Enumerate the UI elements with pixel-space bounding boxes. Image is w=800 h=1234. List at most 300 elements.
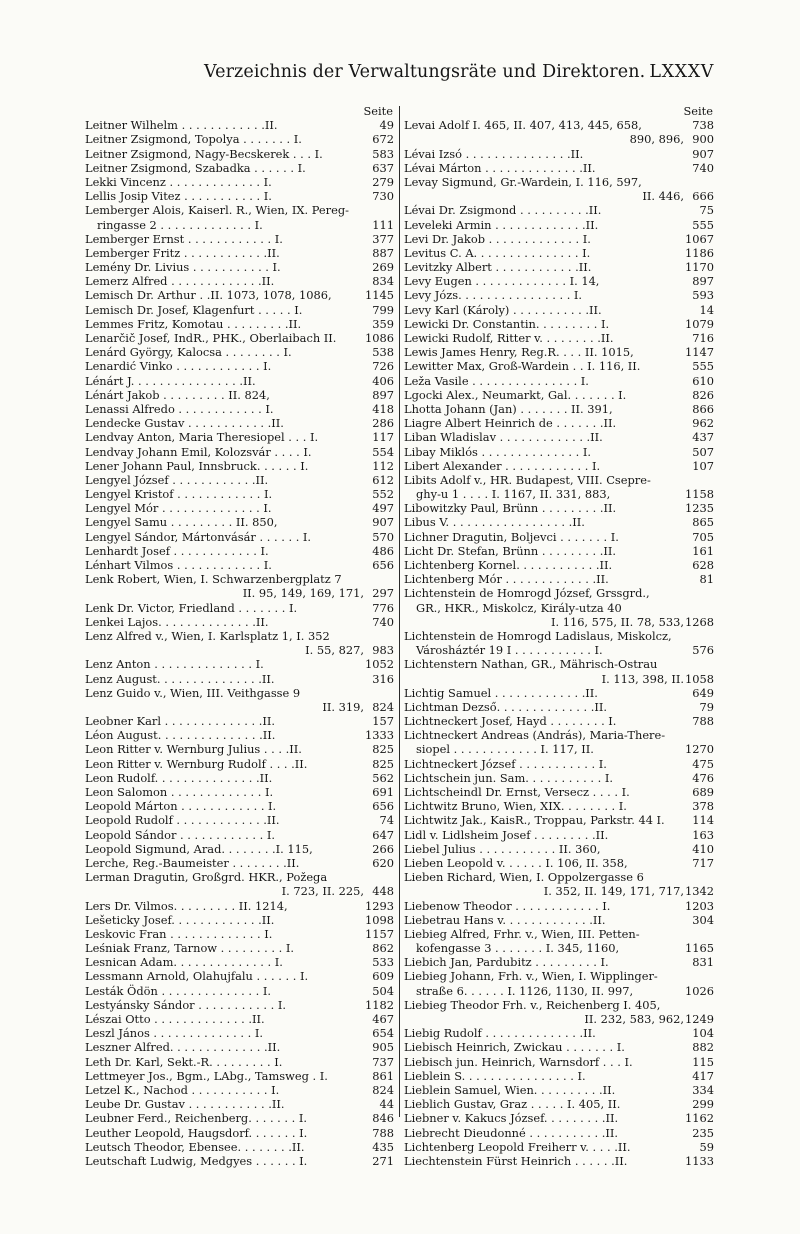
entry-text: Lenz August. . . . . . . . . . . . . . .II.	[85, 671, 275, 686]
index-entry	[404, 161, 715, 175]
index-entry	[404, 203, 715, 217]
entry-page-ref: 609	[372, 969, 394, 984]
entry-page-ref: 279	[372, 174, 394, 189]
entry-text: Lichtenberg Mór . . . . . . . . . . . . .II.	[404, 572, 609, 587]
index-entry	[404, 1140, 715, 1154]
entry-text: Leopold Rudolf . . . . . . . . . . . . .II.	[85, 813, 280, 828]
index-entry	[404, 1040, 715, 1054]
entry-text: siopel . . . . . . . . . . . . I. 117, II.	[416, 742, 594, 757]
entry-page-ref: 834	[372, 274, 394, 289]
entry-page-ref: 359	[372, 316, 394, 331]
index-entry	[85, 175, 395, 189]
index-entry	[85, 1040, 395, 1054]
entry-page-ref: 1268	[685, 614, 714, 629]
entry-text: Lieblein S. . . . . . . . . . . . . . . . I.	[404, 1068, 586, 1083]
index-entry	[85, 899, 395, 913]
entry-text: Lidl v. Lidlsheim Josef . . . . . . . . .II.	[404, 827, 609, 842]
index-entry-continuation	[404, 132, 715, 146]
index-entry	[85, 686, 395, 700]
entry-text: Leon Ritter v. Wernburg Julius . . . .II.	[85, 742, 302, 757]
index-entry	[404, 388, 715, 402]
entry-page-ref: 610	[692, 373, 714, 388]
index-entry	[85, 1154, 395, 1168]
entry-text: Levai Adolf I. 465, II. 407, 413, 445, 658,	[404, 118, 642, 133]
entry-text: Lemerz Alfred . . . . . . . . . . . . .II.	[85, 274, 275, 289]
index-entry	[404, 1126, 715, 1140]
entry-text: Lieblein Samuel, Wien. . . . . . . . . .II.	[404, 1082, 616, 1097]
index-entry	[404, 1055, 715, 1069]
entry-page-ref: 740	[372, 614, 394, 629]
entry-page-ref: 14	[699, 302, 714, 317]
entry-page-ref: 1165	[685, 941, 714, 956]
entry-page-ref: 1147	[685, 345, 714, 360]
index-entry	[404, 572, 715, 586]
index-entry	[85, 728, 395, 742]
index-entry	[85, 757, 395, 771]
entry-text: 890, 896,	[629, 132, 684, 147]
entry-text: Lieblich Gustav, Graz . . . . . I. 405, II.	[404, 1097, 621, 1112]
index-entry	[85, 1126, 395, 1140]
entry-text: II. 319,	[322, 699, 364, 714]
index-entry	[404, 246, 715, 260]
entry-text: Léon August. . . . . . . . . . . . . . .II.	[85, 728, 276, 743]
index-column-right	[404, 104, 715, 1168]
index-entry	[85, 501, 395, 515]
entry-text: Libay Miklós . . . . . . . . . . . . . . I.	[404, 444, 592, 459]
entry-text: Lener Johann Paul, Innsbruck. . . . . . I.	[85, 458, 309, 473]
index-entry	[404, 899, 715, 913]
entry-page-ref: 897	[692, 274, 714, 289]
entry-page-ref: 49	[379, 118, 394, 133]
entry-text: Lichtneckert Andreas (András), Maria-There-	[404, 728, 666, 743]
entry-page-ref: 826	[692, 387, 714, 402]
entry-text: Liebieg Theodor Frh. v., Reichenberg I. 405,	[404, 997, 661, 1012]
entry-page-ref: 737	[372, 1054, 394, 1069]
index-entry	[85, 303, 395, 317]
index-entry	[404, 799, 715, 813]
index-entry	[85, 771, 395, 785]
entry-text: Libowitzky Paul, Brünn . . . . . . . . .II.	[404, 501, 617, 516]
entry-text: Leutsch Theodor, Ebensee. . . . . . . .II.	[85, 1139, 305, 1154]
entry-text: Libus V. . . . . . . . . . . . . . . . . .II.	[404, 515, 585, 530]
index-entry	[404, 530, 715, 544]
entry-text: Lieben Leopold v. . . . . . I. 106, II. 358,	[404, 855, 628, 870]
entry-page-ref: 861	[372, 1068, 394, 1083]
entry-page-ref: 59	[699, 1139, 714, 1154]
index-entry	[85, 260, 395, 274]
index-entry	[404, 374, 715, 388]
entry-page-ref: 74	[379, 813, 394, 828]
entry-text: I. 352, II. 149, 171, 717,	[543, 884, 684, 899]
entry-text: Leuther Leopold, Haugsdorf. . . . . . . I.	[85, 1125, 308, 1140]
entry-page-ref: 1026	[685, 983, 714, 998]
entry-text: Lemberger Fritz . . . . . . . . . . . .II.	[85, 245, 280, 260]
entry-text: Városháztér 19 I . . . . . . . . . . . I.	[416, 643, 603, 658]
entry-text: Lewitter Max, Groß-Wardein . . I. 116, II.	[404, 359, 641, 374]
entry-text: Lengyel Mór . . . . . . . . . . . . . . I.	[85, 501, 272, 516]
entry-text: Lekki Vincenz . . . . . . . . . . . . . I.	[85, 174, 272, 189]
entry-text: II. 232, 583, 962,	[584, 1012, 684, 1026]
entry-page-ref: 637	[372, 160, 394, 175]
entry-text: Lészai Otto . . . . . . . . . . . . . .II.	[85, 1012, 265, 1026]
index-entry	[404, 842, 715, 856]
entry-page-ref: 689	[692, 785, 714, 799]
index-entry-continuation	[85, 586, 395, 600]
entry-text: Lesták Ödön . . . . . . . . . . . . . . I.	[85, 983, 271, 998]
entry-page-ref: 554	[372, 444, 394, 459]
entry-page-ref: 788	[692, 714, 714, 729]
index-entry	[85, 203, 395, 217]
entry-text: Lenardić Vinko . . . . . . . . . . . . I.	[85, 359, 272, 374]
index-entry	[404, 359, 715, 373]
index-entry	[85, 601, 395, 615]
entry-text: Lichtenstern Nathan, GR., Mährisch-Ostrau	[404, 657, 658, 672]
index-entry	[404, 714, 715, 728]
index-entry-continuation	[404, 742, 715, 756]
entry-text: Lenárd György, Kalocsa . . . . . . . . I.	[85, 345, 292, 360]
entry-page-ref: 570	[372, 529, 394, 544]
index-entry	[85, 487, 395, 501]
index-entry	[404, 586, 715, 600]
index-entry	[404, 913, 715, 927]
entry-text: Lemény Dr. Livius . . . . . . . . . . . I.	[85, 260, 281, 275]
entry-text: Leitner Zsigmond, Nagy-Becskerek . . . I.	[85, 146, 323, 161]
index-entry	[85, 1111, 395, 1125]
entry-page-ref: 1203	[685, 898, 714, 913]
entry-text: II. 446,	[642, 189, 684, 204]
entry-text: Letzel K., Nachod . . . . . . . . . . . I.	[85, 1082, 280, 1097]
entry-text: Lénhart Vilmos . . . . . . . . . . . . I.	[85, 558, 272, 572]
entry-page-ref: 552	[372, 487, 394, 502]
entry-page-ref: 504	[372, 983, 394, 998]
entry-page-ref: 378	[692, 799, 714, 814]
index-entry	[85, 544, 395, 558]
index-entry	[85, 984, 395, 998]
entry-text: Libits Adolf v., HR. Budapest, VIII. Csepre-	[404, 472, 651, 487]
entry-page-ref: 81	[699, 572, 714, 587]
entry-text: Lichtscheindl Dr. Ernst, Versecz . . . . I.	[404, 785, 630, 799]
entry-text: GR., HKR., Miskolcz, Király-utza 40	[416, 600, 622, 615]
entry-text: Leopold Sándor . . . . . . . . . . . . I.	[85, 827, 276, 842]
entry-page-ref: 161	[692, 543, 714, 558]
index-entry-continuation	[85, 218, 395, 232]
entry-text: ghy-u 1 . . . . I. 1167, II. 331, 883,	[416, 487, 611, 502]
index-entry	[404, 147, 715, 161]
entry-text: Lešeticky Josef. . . . . . . . . . . . .II.	[85, 912, 275, 927]
column-heading: Seite	[363, 104, 393, 118]
entry-text: Lichtenstein de Homrogd József, Grssgrd.,	[404, 586, 650, 601]
entry-text: Lichtman Dezső. . . . . . . . . . . . . .II.	[404, 699, 608, 714]
entry-page-ref: 862	[372, 941, 394, 956]
entry-page-ref: 1067	[685, 231, 714, 246]
entry-page-ref: 418	[372, 401, 394, 416]
index-entry	[85, 1140, 395, 1154]
entry-text: Liebrecht Dieudonné . . . . . . . . . . .II.	[404, 1125, 619, 1140]
index-entry	[404, 686, 715, 700]
entry-text: Leopold Márton . . . . . . . . . . . . I.	[85, 799, 277, 814]
entry-page-ref: 44	[379, 1097, 394, 1112]
index-entry-continuation	[404, 1012, 715, 1026]
entry-page-ref: 717	[692, 855, 714, 870]
index-entry-continuation	[404, 941, 715, 955]
entry-page-ref: 497	[372, 501, 394, 516]
entry-text: Lengyel József . . . . . . . . . . . .II.	[85, 472, 269, 487]
entry-text: Lichtneckert Josef, Hayd . . . . . . . . I.	[404, 714, 617, 729]
entry-text: Lichtenberg Leopold Freiherr v. . . . .II.	[404, 1139, 631, 1154]
entry-text: Lellis Josip Vitez . . . . . . . . . . . I.	[85, 189, 272, 204]
index-entry	[404, 1154, 715, 1168]
entry-text: Liebig Rudolf . . . . . . . . . . . . . .II.	[404, 1026, 596, 1041]
entry-page-ref: 656	[372, 799, 394, 814]
entry-text: Lendvay Anton, Maria Theresiopel . . . I.	[85, 430, 319, 445]
entry-page-ref: 825	[372, 742, 394, 757]
entry-text: Leśniak Franz, Tarnow . . . . . . . . . I.	[85, 941, 294, 956]
index-entry	[85, 672, 395, 686]
entry-text: Lhotta Johann (Jan) . . . . . . . II. 391,	[404, 401, 613, 416]
entry-text: Leveleki Armin . . . . . . . . . . . . .II.	[404, 217, 599, 232]
index-entry	[85, 416, 395, 430]
column-divider	[399, 106, 400, 1117]
entry-text: Leopold Sigmund, Arad. . . . . . . .I. 115,	[85, 841, 313, 856]
entry-text: Lenz Anton . . . . . . . . . . . . . . I.	[85, 657, 264, 672]
index-entry	[85, 1069, 395, 1083]
entry-page-ref: 417	[692, 1068, 714, 1083]
entry-text: Lemmes Fritz, Komotau . . . . . . . . .II.	[85, 316, 302, 331]
entry-page-ref: 448	[372, 884, 394, 899]
entry-text: Leszl János . . . . . . . . . . . . . . I.	[85, 1026, 263, 1041]
index-entry	[85, 232, 395, 246]
entry-text: Lewicki Rudolf, Ritter v. . . . . . . . .II.	[404, 331, 614, 345]
index-entry	[404, 700, 715, 714]
entry-text: Lerman Dragutin, Großgrd. HKR., Požega	[85, 870, 328, 885]
index-entry	[404, 969, 715, 983]
entry-page-ref: 825	[372, 756, 394, 771]
entry-text: Lettmeyer Jos., Bgm., LAbg., Tamsweg . I.	[85, 1068, 328, 1083]
entry-text: Lgocki Alex., Neumarkt, Gal. . . . . . . I.	[404, 387, 627, 402]
entry-page-ref: 299	[692, 1097, 714, 1112]
index-entry	[85, 288, 395, 302]
entry-page-ref: 882	[692, 1040, 714, 1055]
entry-text: Lers Dr. Vilmos. . . . . . . . . II. 1214,	[85, 898, 288, 913]
index-entry	[404, 175, 715, 189]
entry-page-ref: 887	[372, 245, 394, 260]
index-entry	[85, 374, 395, 388]
entry-page-ref: 79	[699, 699, 714, 714]
index-entry	[404, 345, 715, 359]
index-entry	[404, 757, 715, 771]
entry-text: Lenarčič Josef, IndR., PHK., Oberlaibach II.	[85, 331, 337, 345]
index-entry-continuation	[85, 643, 395, 657]
entry-text: Lenz Guido v., Wien, III. Veithgasse 9	[85, 685, 301, 700]
entry-text: Levy Eugen . . . . . . . . . . . . . I. 14,	[404, 274, 600, 289]
entry-page-ref: 897	[372, 387, 394, 402]
index-entry	[85, 515, 395, 529]
index-entry	[85, 473, 395, 487]
entry-page-ref: 788	[372, 1125, 394, 1140]
entry-page-ref: 1342	[685, 884, 714, 899]
entry-page-ref: 1079	[685, 316, 714, 331]
index-entry	[85, 118, 395, 132]
entry-page-ref: 1170	[685, 260, 714, 275]
index-entry	[85, 1055, 395, 1069]
index-entry	[85, 955, 395, 969]
entry-page-ref: 334	[692, 1082, 714, 1097]
index-entry	[85, 870, 395, 884]
index-entry	[404, 828, 715, 842]
index-entry	[85, 941, 395, 955]
entry-text: Liebel Julius . . . . . . . . . . . II. 360,	[404, 841, 601, 856]
entry-text: Liebieg Alfred, Frhr. v., Wien, III. Petten-	[404, 926, 640, 941]
index-entry	[85, 459, 395, 473]
index-entry-continuation	[404, 601, 715, 615]
index-entry	[85, 813, 395, 827]
entry-page-ref: 576	[692, 643, 714, 658]
entry-page-ref: 111	[372, 217, 394, 232]
entry-page-ref: 533	[372, 955, 394, 970]
entry-page-ref: 1162	[685, 1111, 714, 1126]
entry-text: Lemisch Dr. Josef, Klagenfurt . . . . . I.	[85, 302, 303, 317]
entry-page-ref: 467	[372, 1012, 394, 1026]
entry-text: Liebner v. Kakucs József. . . . . . . . .II.	[404, 1111, 619, 1126]
index-entry	[85, 714, 395, 728]
index-entry	[404, 955, 715, 969]
index-entry	[85, 331, 395, 345]
index-entry	[404, 317, 715, 331]
entry-text: Lichtneckert József . . . . . . . . . . . I.	[404, 756, 607, 771]
entry-page-ref: 316	[372, 671, 394, 686]
entry-text: Liebieg Johann, Frh. v., Wien, I. Wipplinger-	[404, 969, 658, 984]
entry-page-ref: 104	[692, 1026, 714, 1041]
index-entry	[85, 913, 395, 927]
index-entry	[85, 998, 395, 1012]
index-entry	[404, 274, 715, 288]
entry-page-ref: 507	[692, 444, 714, 459]
entry-text: Lichtwitz Jak., KaisR., Troppau, Parkstr. 44 I.	[404, 813, 665, 828]
entry-text: Lichtwitz Bruno, Wien, XIX. . . . . . . . I.	[404, 799, 627, 814]
entry-page-ref: 1182	[365, 997, 394, 1012]
entry-text: Lenz Alfred v., Wien, I. Karlsplatz 1, I. 352	[85, 628, 330, 643]
entry-page-ref: 799	[372, 302, 394, 317]
index-entry	[85, 147, 395, 161]
entry-page-ref: 1249	[685, 1012, 714, 1026]
entry-page-ref: 824	[372, 1082, 394, 1097]
entry-page-ref: 486	[372, 543, 394, 558]
entry-text: Leth Dr. Karl, Sekt.-R. . . . . . . . . I.	[85, 1054, 283, 1069]
index-entry	[85, 785, 395, 799]
entry-page-ref: 406	[372, 373, 394, 388]
entry-text: Lengyel Kristof . . . . . . . . . . . . I.	[85, 487, 273, 502]
entry-page-ref: 271	[372, 1153, 394, 1168]
index-entry	[404, 232, 715, 246]
index-entry	[85, 402, 395, 416]
index-entry-continuation	[404, 615, 715, 629]
entry-text: straße 6. . . . . . I. 1126, 1130, II. 997,	[416, 983, 634, 998]
entry-page-ref: 1052	[365, 657, 394, 672]
entry-page-ref: 1145	[365, 288, 394, 303]
index-entry	[404, 1069, 715, 1083]
index-entry	[404, 998, 715, 1012]
entry-text: Lévai Izsó . . . . . . . . . . . . . . .II.	[404, 146, 584, 161]
index-entry-continuation	[404, 189, 715, 203]
entry-page-ref: 157	[372, 714, 394, 729]
entry-text: Lenkei Lajos. . . . . . . . . . . . . .II.	[85, 614, 269, 629]
index-entry-continuation	[85, 884, 395, 898]
entry-text: Lerche, Reg.-Baumeister . . . . . . . .II.	[85, 855, 300, 870]
index-entry	[85, 246, 395, 260]
entry-text: Leubner Ferd., Reichenberg. . . . . . . I.	[85, 1111, 308, 1126]
entry-page-ref: 1098	[365, 912, 394, 927]
entry-page-ref: 538	[372, 345, 394, 360]
entry-text: Lieben Richard, Wien, I. Oppolzergasse 6	[404, 870, 644, 885]
entry-page-ref: 476	[692, 770, 714, 785]
index-entry	[85, 1026, 395, 1040]
index-entry	[85, 742, 395, 756]
entry-page-ref: 555	[692, 359, 714, 374]
entry-page-ref: 410	[692, 841, 714, 856]
entry-text: Leutschaft Ludwig, Medgyes . . . . . . I.	[85, 1153, 308, 1168]
entry-page-ref: 656	[372, 558, 394, 572]
entry-text: Leskovic Fran . . . . . . . . . . . . . I.	[85, 926, 273, 941]
entry-text: Lévai Márton . . . . . . . . . . . . . .II.	[404, 160, 596, 175]
entry-text: Lichner Dragutin, Boljevci . . . . . . . I.	[404, 529, 619, 544]
index-entry	[85, 828, 395, 842]
index-entry-continuation	[404, 643, 715, 657]
entry-text: Leon Ritter v. Wernburg Rudolf . . . .II.	[85, 756, 308, 771]
index-entry	[404, 629, 715, 643]
entry-text: Lénárt Jakob . . . . . . . . . II. 824,	[85, 387, 270, 402]
entry-page-ref: 1158	[685, 487, 714, 502]
entry-text: Lemisch Dr. Arthur . .II. 1073, 1078, 1086,	[85, 288, 332, 303]
index-entry	[85, 927, 395, 941]
entry-page-ref: 1058	[685, 671, 714, 686]
index-entry	[404, 813, 715, 827]
index-entry-continuation	[404, 487, 715, 501]
index-entry	[404, 1111, 715, 1125]
entry-page-ref: 730	[372, 189, 394, 204]
entry-text: I. 113, 398, II.	[601, 671, 684, 686]
entry-page-ref: 583	[372, 146, 394, 161]
entry-text: Lemberger Ernst . . . . . . . . . . . . I.	[85, 231, 283, 246]
entry-text: Liebich Jan, Pardubitz . . . . . . . . . I.	[404, 955, 609, 970]
index-entry	[404, 927, 715, 941]
entry-page-ref: 846	[372, 1111, 394, 1126]
entry-page-ref: 649	[692, 685, 714, 700]
index-entry	[404, 515, 715, 529]
entry-page-ref: 647	[372, 827, 394, 842]
index-entry	[85, 274, 395, 288]
index-entry	[404, 459, 715, 473]
page-header	[86, 60, 714, 90]
index-entry	[85, 445, 395, 459]
entry-page-ref: 1235	[685, 501, 714, 516]
entry-page-ref: 107	[692, 458, 714, 473]
entry-text: Liebenow Theodor . . . . . . . . . . . . I.	[404, 898, 611, 913]
entry-page-ref: 691	[372, 785, 394, 799]
index-entry	[404, 544, 715, 558]
entry-page-ref: 620	[372, 855, 394, 870]
entry-text: Leitner Wilhelm . . . . . . . . . . . .II.	[85, 118, 278, 133]
entry-text: ringasse 2 . . . . . . . . . . . . . I.	[97, 217, 263, 232]
index-entry	[404, 473, 715, 487]
entry-page-ref: 1293	[365, 898, 394, 913]
index-entry	[85, 189, 395, 203]
entry-page-ref: 907	[692, 146, 714, 161]
entry-page-ref: 740	[692, 160, 714, 175]
entry-page-ref: 962	[692, 416, 714, 431]
column-heading: Seite	[683, 104, 713, 118]
index-entry	[404, 303, 715, 317]
entry-page-ref: 1270	[685, 742, 714, 757]
